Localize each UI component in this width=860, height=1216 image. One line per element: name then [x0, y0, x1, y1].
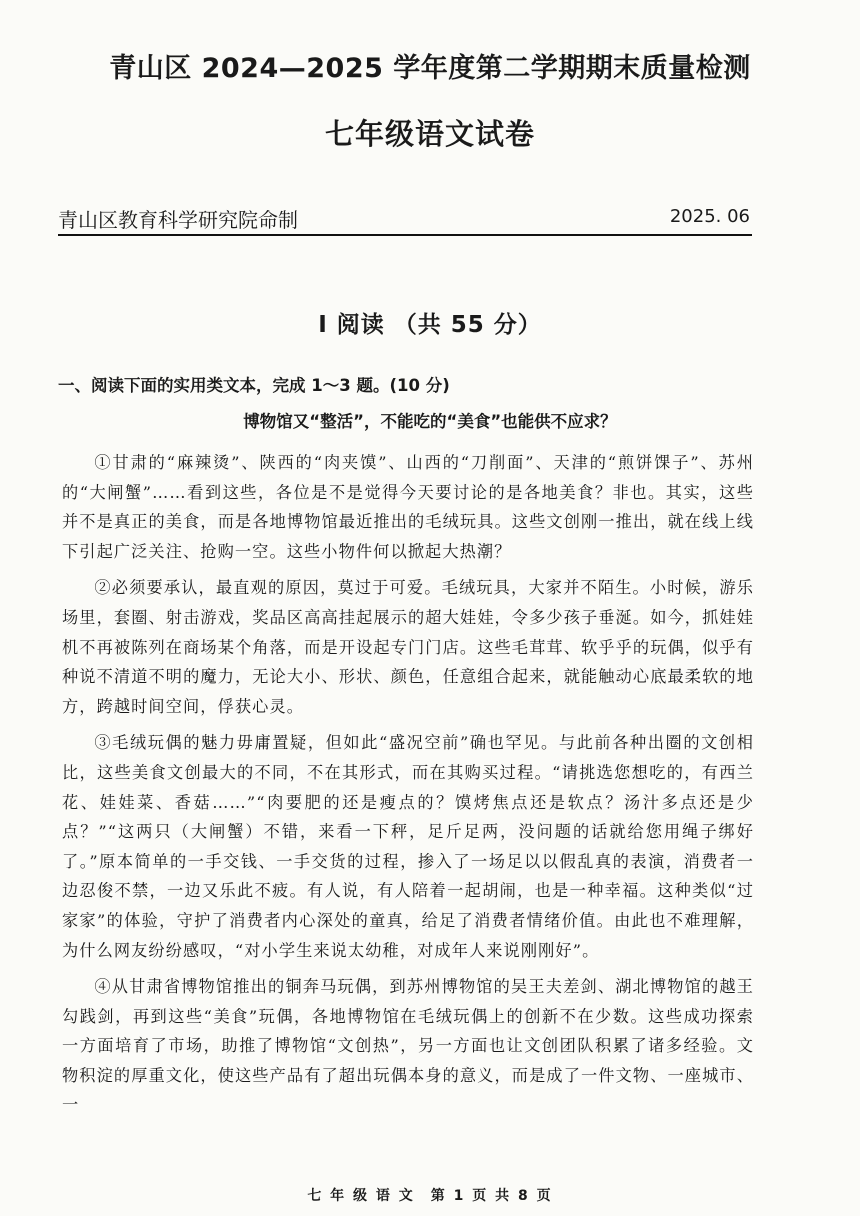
exam-title: 青山区 2024—2025 学年度第二学期期末质量检测: [109, 53, 751, 84]
article-body: [62, 448, 754, 1127]
article-title: 博物馆又“整活”，不能吃的“美食”也能供不应求？: [243, 412, 617, 431]
paragraph-4: ④从甘肃省博物馆推出的铜奔马玩偶，到苏州博物馆的吴王夫差剑、湖北博物馆的越王勾践剑，再到这些“美食”玩偶，各地博物馆在毛绒玩偶上的创新不在少数。这些成功探索一方面培育了市场，助推了博物馆“文创热”，另一方面也让文创团队积累了诸多经验。文物积淀的厚重文化，使这些产品有了超出玩偶本身的意义，而是成了一件文物、一座城市、一: [62, 977, 754, 1115]
issuer: 青山区教育科学研究院命制: [58, 208, 298, 232]
question-heading: 一、阅读下面的实用类文本，完成 1～3 题。(10 分): [58, 376, 450, 395]
paragraph-3: ③毛绒玩偶的魅力毋庸置疑，但如此“盛况空前”确也罕见。与此前各种出圈的文创相比，这些美食文创最大的不同，不在其形式，而在其购买过程。“请挑选您想吃的，有西兰花、娃娃菜、香菇……”“肉要肥的还是瘦点的？馍烤焦点还是软点？汤汁多点还是少点？”“这两只（大闸蟹）不错，来看一下秤，足斤足两，没问题的话就给您用绳子绑好了。”原本简单的一手交钱、一手交货的过程，掺入了一场足以以假乱真的表演，消费者一边忍俊不禁，一边又乐此不疲。有人说，有人陪着一起胡闹，也是一种幸福。这种类似“过家家”的体验，守护了消费者内心深处的童真，给足了消费者情绪价值。由此也不难理解，为什么网友纷纷感叹，“对小学生来说太幼稚，对成年人来说刚刚好”。: [62, 733, 754, 960]
page-footer: 七 年 级 语 文 第 1 页 共 8 页: [307, 1188, 553, 1204]
paragraph-2: ②必须要承认，最直观的原因，莫过于可爱。毛绒玩具，大家并不陌生。小时候，游乐场里，套圈、射击游戏，奖品区高高挂起展示的超大娃娃，令多少孩子垂涎。如今，抓娃娃机不再被陈列在商场某个角落，而是开设起专门门店。这些毛茸茸、软乎乎的玩偶，似乎有种说不清道不明的魔力，无论大小、形状、颜色，任意组合起来，就能触动心底最柔软的地方，跨越时间空间，俘获心灵。: [62, 578, 754, 716]
paragraph-1: ①甘肃的“麻辣烫”、陕西的“肉夹馍”、山西的“刀削面”、天津的“煎饼馃子”、苏州的“大闸蟹”……看到这些，各位是不是觉得今天要讨论的是各地美食？非也。其实，这些并不是真正的美食，而是各地博物馆最近推出的毛绒玩具。这些文创刚一推出，就在线上线下引起广泛关注、抢购一空。这些小物件何以掀起大热潮？: [62, 453, 754, 561]
issuer-line: [58, 204, 752, 236]
section-heading: I 阅读 （共 55 分）: [318, 312, 542, 338]
issue-date: 2025. 06: [669, 206, 750, 227]
exam-subtitle: 七年级语文试卷: [324, 117, 535, 151]
